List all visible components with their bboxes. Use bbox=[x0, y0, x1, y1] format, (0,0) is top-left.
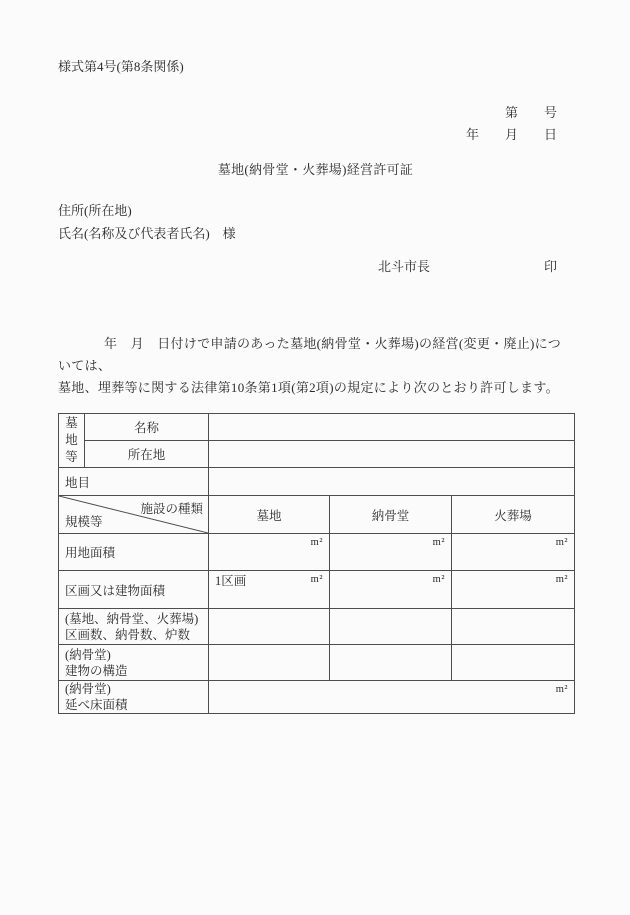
column-header-crematorium: 火葬場 bbox=[452, 496, 575, 534]
site-area-crematorium-cell bbox=[452, 534, 575, 571]
one-section-label: 1区画 bbox=[215, 574, 247, 588]
floor-area-value-cell bbox=[209, 681, 575, 714]
counts-label-cell bbox=[59, 609, 209, 645]
structure-cemetery-cell bbox=[209, 645, 330, 681]
floor-area-label-line-1: (納骨堂) bbox=[65, 682, 111, 696]
structure-label-cell bbox=[59, 645, 209, 681]
row-building-structure bbox=[59, 645, 575, 681]
cemetery-group-cell: 墓地等 bbox=[59, 414, 85, 468]
row-land-category bbox=[59, 468, 575, 496]
body-text bbox=[58, 333, 573, 399]
unit-label: m² bbox=[555, 537, 569, 548]
structure-crematorium-cell bbox=[452, 645, 575, 681]
row-facility-header bbox=[59, 496, 575, 534]
form-number: 様式第4号(第8条関係) bbox=[58, 59, 184, 74]
body-line-2: 墓地、埋葬等に関する法律第10条第1項(第2項)の規定により次のとおり許可します。 bbox=[58, 380, 559, 395]
issuer-line bbox=[58, 258, 573, 276]
document-number-line: 第 号 bbox=[504, 105, 557, 120]
unit-label: m² bbox=[555, 684, 569, 695]
floor-area-label-line-2: 延べ床面積 bbox=[65, 698, 128, 712]
section-area-ossuary-cell bbox=[330, 571, 452, 609]
counts-label-line-2: 区画数、納骨数、炉数 bbox=[65, 627, 191, 642]
row-site-area bbox=[59, 534, 575, 571]
row-name bbox=[59, 414, 575, 441]
section-building-area-label-cell: 区画又は建物面積 bbox=[59, 571, 209, 609]
unit-label: m² bbox=[310, 574, 323, 585]
row-location bbox=[59, 441, 575, 468]
date-line: 年 月 日 bbox=[465, 127, 557, 142]
unit-label: m² bbox=[310, 537, 323, 548]
section-area-cemetery-cell bbox=[209, 571, 330, 609]
addressee-name-label: 氏名(名称及び代表者氏名) 様 bbox=[58, 226, 236, 241]
name-label-cell: 名称 bbox=[85, 414, 209, 441]
site-area-label-cell: 用地面積 bbox=[59, 534, 209, 571]
site-area-cemetery-cell bbox=[209, 534, 330, 571]
structure-label-line-2: 建物の構造 bbox=[65, 663, 128, 678]
column-header-cemetery: 墓地 bbox=[209, 496, 330, 534]
unit-label: m² bbox=[555, 574, 569, 585]
unit-label: m² bbox=[432, 537, 445, 548]
counts-crematorium-cell bbox=[452, 609, 575, 645]
seal-label: 印 bbox=[543, 259, 557, 274]
name-value-cell bbox=[209, 414, 575, 441]
permit-details-table bbox=[58, 413, 575, 714]
location-value-cell bbox=[209, 441, 575, 468]
facility-scale-header-cell bbox=[59, 496, 209, 534]
issuer-name: 北斗市長 bbox=[378, 259, 431, 274]
body-line-1: 年 月 日付けで申請のあった墓地(納骨堂・火葬場)の経営(変更・廃止)については、 bbox=[58, 336, 562, 373]
row-total-floor-area bbox=[59, 681, 575, 714]
floor-area-label-cell bbox=[59, 681, 209, 714]
counts-cemetery-cell bbox=[209, 609, 330, 645]
column-header-ossuary: 納骨堂 bbox=[330, 496, 452, 534]
address-label: 住所(所在地) bbox=[58, 203, 132, 218]
counts-ossuary-cell bbox=[330, 609, 452, 645]
counts-label-line-1: (墓地、納骨堂、火葬場) bbox=[65, 611, 199, 626]
structure-label-line-1: (納骨堂) bbox=[65, 647, 111, 662]
location-label-cell: 所在地 bbox=[85, 441, 209, 468]
row-counts bbox=[59, 609, 575, 645]
site-area-ossuary-cell bbox=[330, 534, 452, 571]
document-title: 墓地(納骨堂・火葬場)経営許可証 bbox=[217, 162, 414, 177]
scale-label: 規模等 bbox=[65, 515, 103, 529]
section-area-crematorium-cell bbox=[452, 571, 575, 609]
row-section-building-area bbox=[59, 571, 575, 609]
unit-label: m² bbox=[432, 574, 445, 585]
doc-number-block bbox=[58, 102, 573, 146]
land-category-label-cell: 地目 bbox=[59, 468, 209, 496]
facility-type-label: 施設の種類 bbox=[140, 502, 203, 516]
land-category-value-cell bbox=[209, 468, 575, 496]
structure-ossuary-cell bbox=[330, 645, 452, 681]
